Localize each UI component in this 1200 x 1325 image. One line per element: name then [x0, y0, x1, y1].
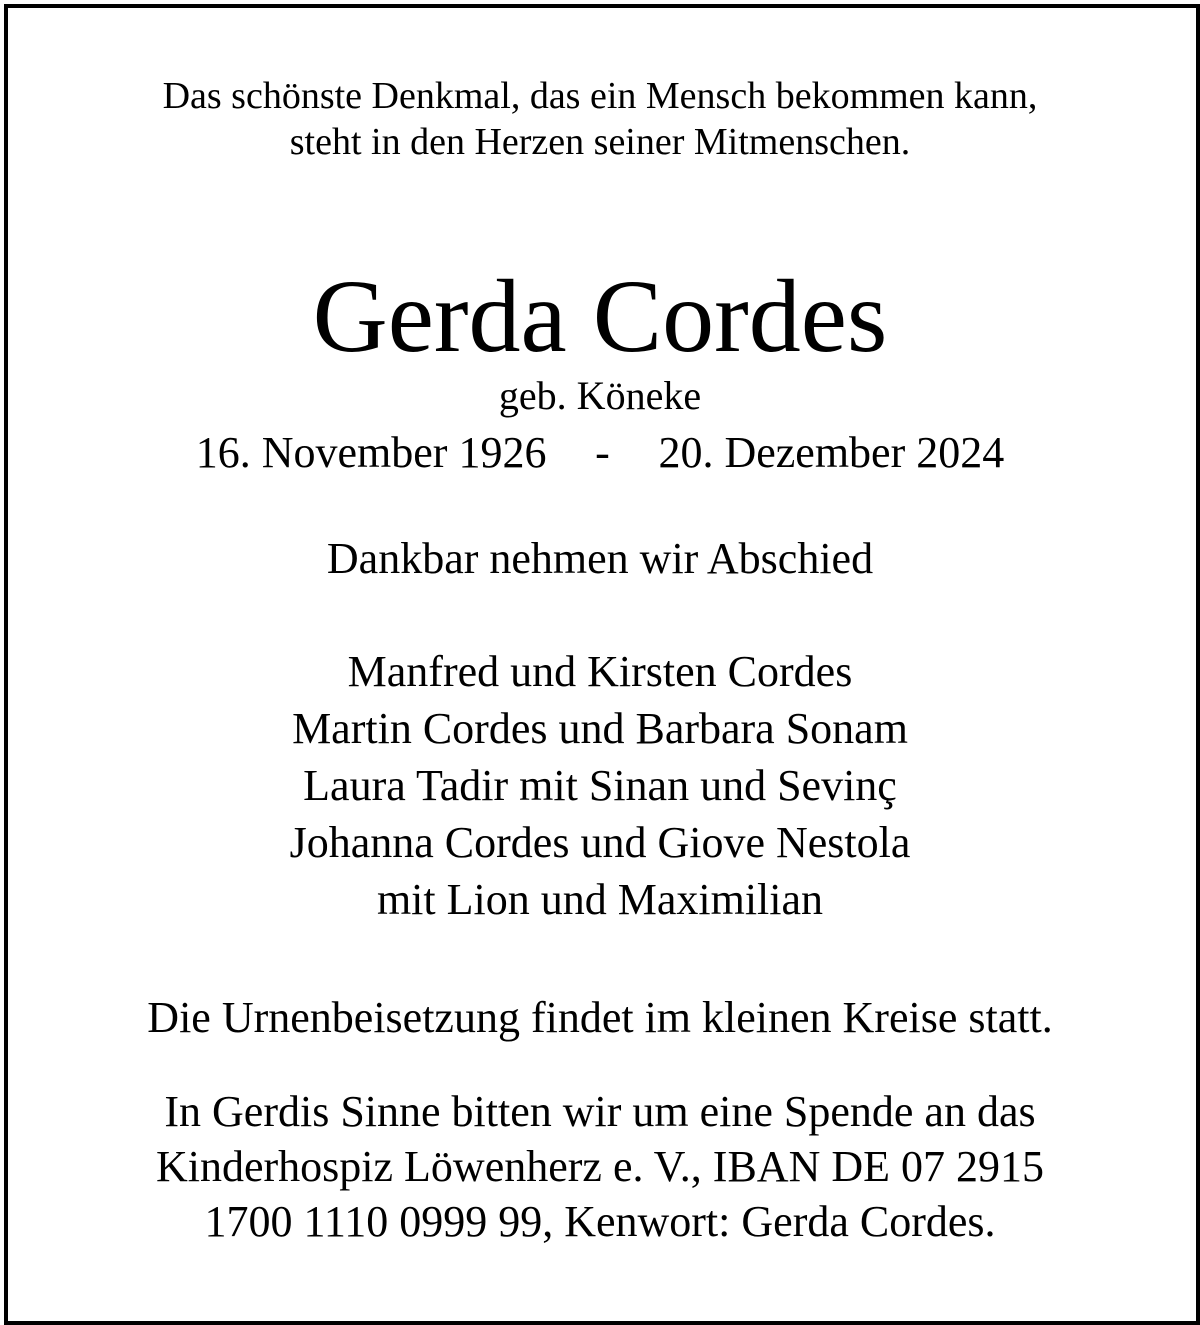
donation-line-2: Kinderhospiz Löwenherz e. V., IBAN DE 07 2915: [156, 1142, 1044, 1191]
deceased-name: Gerda Cordes: [312, 259, 888, 374]
mourner-line: mit Lion und Maximilian: [376, 875, 824, 924]
mourner-line: Johanna Cordes und Giove Nestola: [289, 818, 911, 867]
motto-line-1: Das schönste Denkmal, das ein Mensch bekommen kann,: [162, 75, 1038, 117]
life-dates: [0, 428, 1200, 477]
motto-line-2: steht in den Herzen seiner Mitmenschen.: [289, 121, 911, 163]
donation-line-1: In Gerdis Sinne bitten wir um eine Spende an das: [164, 1087, 1036, 1136]
mourner-line: Manfred und Kirsten Cordes: [347, 647, 853, 696]
maiden-name: geb. Köneke: [498, 373, 702, 418]
donation-line-3: 1700 1110 0999 99, Kenwort: Gerda Cordes.: [204, 1197, 996, 1246]
mourner-line: Laura Tadir mit Sinan und Sevinç: [303, 761, 897, 810]
burial-note: Die Urnenbeisetzung findet im kleinen Kreise statt.: [147, 993, 1053, 1042]
mourner-line: Martin Cordes und Barbara Sonam: [292, 704, 908, 753]
death-date: 20. Dezember 2024: [658, 428, 1005, 477]
birth-date: 16. November 1926: [195, 428, 547, 477]
date-separator: -: [595, 428, 610, 477]
farewell-text: Dankbar nehmen wir Abschied: [326, 534, 874, 583]
